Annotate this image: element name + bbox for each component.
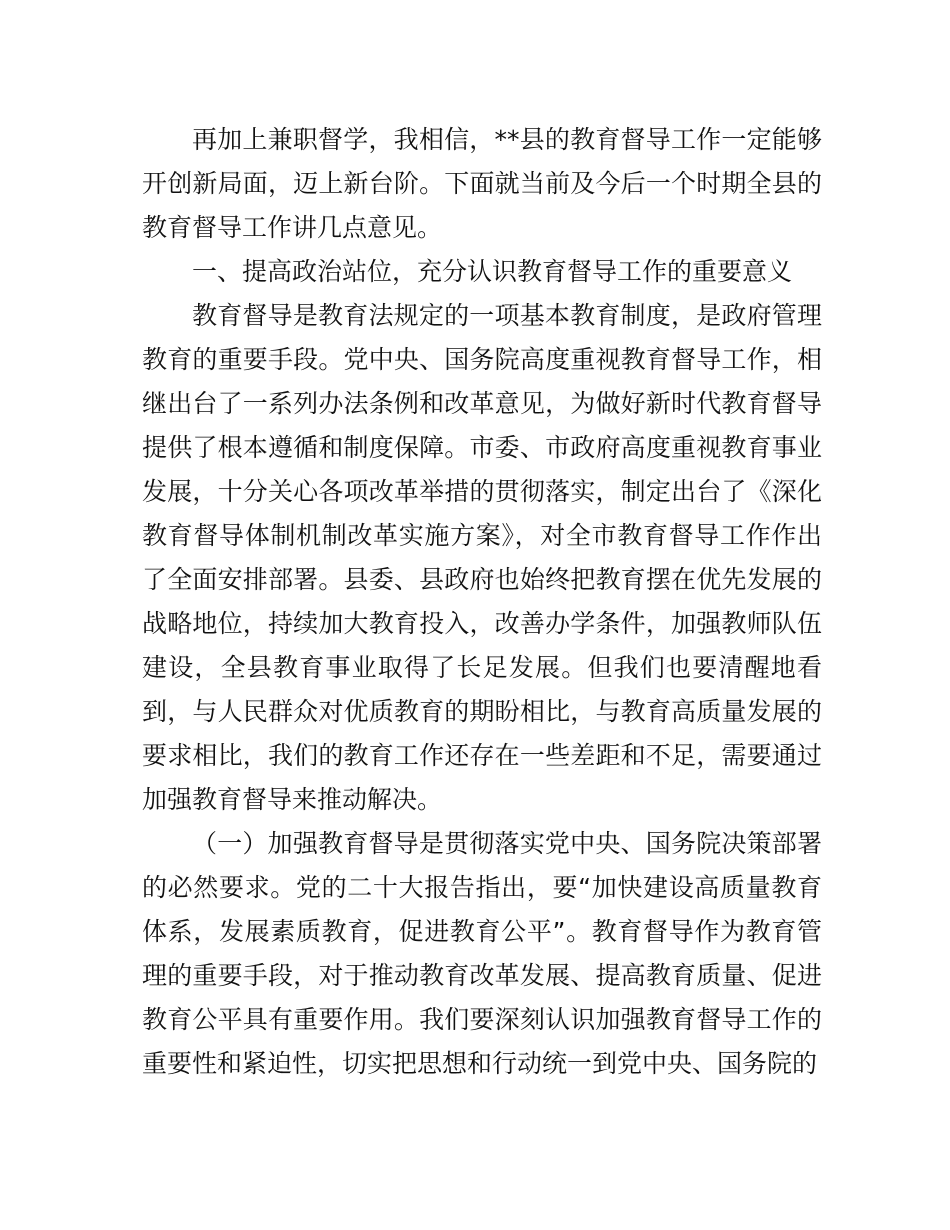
paragraph-intro: 再加上兼职督学，我相信，**县的教育督导工作一定能够开创新局面，迈上新台阶。下面就当前及今后一个时期全县的教育督导工作讲几点意见。 — [142, 125, 822, 242]
section-heading: 一、提高政治站位，充分认识教育督导工作的重要意义 — [192, 257, 793, 286]
paragraph-body: 教育督导是教育法规定的一项基本教育制度，是政府管理教育的重要手段。党中央、国务院高度重视教育督导工作，相继出台了一系列办法条例和改革意见，为做好新时代教育督导提供了根本遵循和制度保障。市委、市政府高度重视教育事业发展，十分关心各项改革举措的贯彻落实，制定出台了《深化教育督导体制机制改革实施方案》，对全市教育督导工作作出了全面安排部署。县委、县政府也始终把教育摆在优先发展的战略地位，持续加大教育投入，改善办学条件，加强教师队伍建设，全县教育事业取得了长足发展。但我们也要清醒地看到，与人民群众对优质教育的期盼相比，与教育高质量发展的要求相比，我们的教育工作还存在一些差距和不足，需要通过加强教育督导来推动解决。 — [142, 301, 822, 814]
document-body — [142, 118, 822, 1086]
paragraph-subsection-1: （一）加强教育督导是贯彻落实党中央、国务院决策部署的必然要求。党的二十大报告指出，要“加快建设高质量教育体系，发展素质教育，促进教育公平”。教育督导作为教育管理的重要手段，对于推动教育改革发展、提高教育质量、促进教育公平具有重要作用。我们要深刻认识加强教育督导工作的重要性和紧迫性，切实把思想和行动统一到党中央、国务院的 — [142, 829, 822, 1078]
